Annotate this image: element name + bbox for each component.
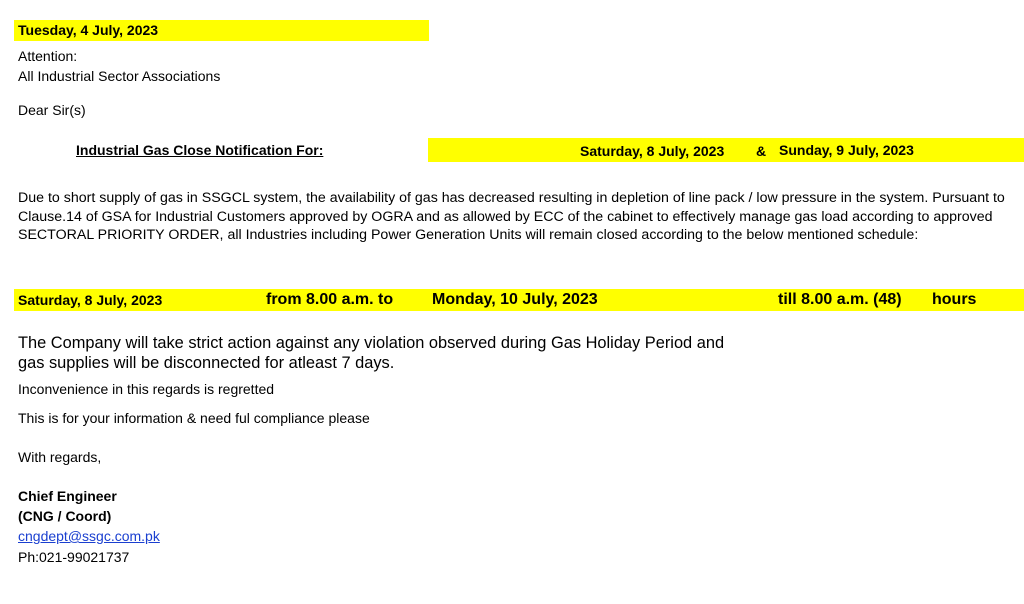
inconvenience-note: Inconvenience in this regards is regretted	[18, 381, 275, 397]
closing: With regards,	[18, 449, 102, 465]
notification-ampersand: &	[756, 143, 767, 159]
letter-date: Tuesday, 4 July, 2023	[18, 22, 159, 38]
schedule-start-date: Saturday, 8 July, 2023	[18, 292, 163, 308]
signature-dept: (CNG / Coord)	[18, 508, 112, 524]
notification-date-2: Sunday, 9 July, 2023	[779, 142, 914, 158]
notification-date-1: Saturday, 8 July, 2023	[580, 143, 725, 159]
body-paragraph: Due to short supply of gas in SSGCL system, the availability of gas has decreased resulting in depletion of line pack / low pressure in the system. Pursuant to Clause.14 of GSA for Industrial Customers approved by OGRA and as allowed by ECC of the cabinet to effectively manage gas load according to approved SECTORAL PRIORITY ORDER, all Industries including Power Generation Units will remain closed according to the below mentioned schedule:	[18, 190, 1005, 243]
phone-number: Ph:021-99021737	[18, 549, 130, 565]
recipient: All Industrial Sector Associations	[18, 68, 221, 84]
notification-title: Industrial Gas Close Notification For:	[76, 142, 324, 158]
email-link[interactable]: cngdept@ssgc.com.pk	[18, 528, 160, 544]
salutation: Dear Sir(s)	[18, 102, 86, 118]
signature-title: Chief Engineer	[18, 488, 117, 504]
schedule-hours-unit: hours	[932, 291, 977, 308]
schedule-from-time: from 8.00 a.m. to	[266, 291, 394, 308]
attention-label: Attention:	[18, 48, 78, 64]
violation-warning: The Company will take strict action against any violation observed during Gas Holiday Period and gas supplies will be disconnected for atleast 7 days.	[18, 334, 725, 372]
compliance-note: This is for your information & need ful compliance please	[18, 410, 370, 426]
schedule-end-date: Monday, 10 July, 2023	[432, 291, 598, 308]
schedule-till-time: till 8.00 a.m. (48)	[778, 291, 902, 308]
notification-dates-highlight	[428, 138, 1024, 162]
